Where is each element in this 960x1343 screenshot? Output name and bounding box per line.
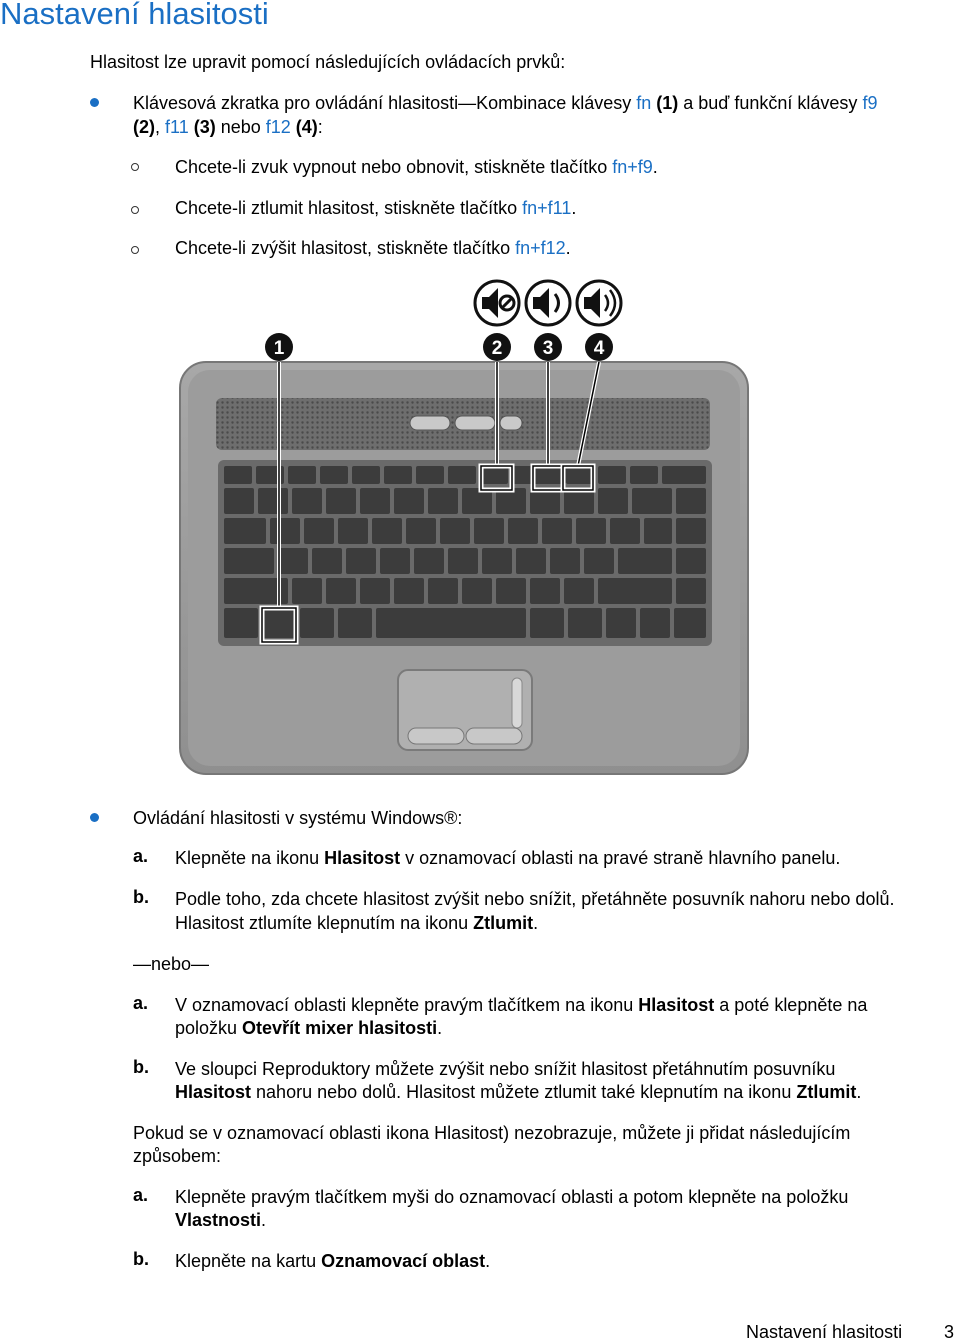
callout-ref-3: (3) xyxy=(188,117,216,137)
step-text-part: . xyxy=(437,1018,443,1038)
step-label: a. xyxy=(133,993,149,1013)
step-text-part: v oznamovací oblasti na pravé straně hlavního panelu. xyxy=(400,848,841,868)
step-text-part: . xyxy=(533,913,539,933)
bullet1-text: Klávesová zkratka pro ovládání hlasitosti—Kombinace klávesy xyxy=(133,93,637,113)
bullet2-text: Ovládání hlasitosti v systému Windows®: xyxy=(133,808,463,828)
bullet xyxy=(90,98,99,107)
bullet xyxy=(90,813,99,822)
sub-item xyxy=(175,196,576,220)
page-number: 3 xyxy=(944,1322,955,1342)
ui-term: Hlasitost xyxy=(175,1082,252,1102)
ui-term: Oznamovací oblast xyxy=(321,1251,486,1271)
volume-up-speaker-icon xyxy=(577,281,621,325)
step-text-part: Hlasitost ztlumíte klepnutím na ikonu xyxy=(175,913,474,933)
callout-ref-1: (1) xyxy=(651,93,679,113)
step-text-part: . xyxy=(485,1251,491,1271)
step-label: b. xyxy=(133,887,149,907)
step-label: a. xyxy=(133,1185,149,1205)
paragraph-line: způsobem: xyxy=(133,1146,222,1166)
callout-1-label: 1 xyxy=(273,338,285,359)
key-f9: f9 xyxy=(862,93,878,113)
mute-speaker-icon xyxy=(475,281,519,325)
step-label: a. xyxy=(133,846,149,866)
footer-section: Nastavení hlasitosti xyxy=(746,1322,903,1342)
bullet1-text: nebo xyxy=(215,117,266,137)
key-f12: f12 xyxy=(265,117,291,137)
sub-item xyxy=(175,236,571,260)
ui-term: Ztlumit xyxy=(473,913,534,933)
callout-4 xyxy=(585,333,613,361)
step-text-part: nahoru nebo dolů. Hlasitost můžete ztlumit také klepnutím na ikonu xyxy=(251,1082,797,1102)
page-title: Nastavení hlasitosti xyxy=(0,0,269,31)
sub-item-text: Chcete-li ztlumit hlasitost, stiskněte tlačítko xyxy=(175,198,523,218)
paragraph-line: Pokud se v oznamovací oblasti ikona Hlasitost) nezobrazuje, můžete ji přidat následujícím xyxy=(133,1123,851,1143)
step-text xyxy=(175,1016,442,1040)
bullet1-line1 xyxy=(133,91,877,115)
keyboard-illustration xyxy=(0,270,960,790)
sub-bullet xyxy=(131,163,139,171)
ui-term: Vlastnosti xyxy=(175,1210,262,1230)
key-f11: f11 xyxy=(165,117,189,137)
step-text-part: Klepněte na ikonu xyxy=(175,848,325,868)
ui-term: Hlasitost xyxy=(324,848,401,868)
key-fn-f12: fn+f12 xyxy=(515,238,566,258)
callout-1 xyxy=(265,333,293,361)
callout-4-label: 4 xyxy=(593,338,605,359)
volume-down-speaker-icon xyxy=(526,281,570,325)
punct: : xyxy=(317,117,323,137)
callout-3-label: 3 xyxy=(542,338,554,359)
step-text: Klepněte pravým tlačítkem myši do oznamovací oblasti a potom klepněte na položku xyxy=(175,1187,849,1207)
bullet1-line2 xyxy=(133,115,323,139)
bullet1-text: a buď funkční klávesy xyxy=(678,93,863,113)
sub-bullet xyxy=(131,206,139,214)
step-label: b. xyxy=(133,1249,149,1269)
step-text-part: V oznamovací oblasti klepněte pravým tlačítkem na ikonu xyxy=(175,995,639,1015)
quick-launch-buttons xyxy=(410,416,522,430)
callout-ref-4: (4) xyxy=(290,117,318,137)
ui-term: Ztlumit xyxy=(796,1082,857,1102)
step-text xyxy=(175,993,867,1017)
callout-ref-2: (2) xyxy=(133,117,155,137)
callout-2 xyxy=(483,333,511,361)
step-text xyxy=(175,911,538,935)
callout-2-label: 2 xyxy=(491,338,503,359)
step-text: Podle toho, zda chcete hlasitost zvýšit nebo snížit, přetáhněte posuvník nahoru nebo dolů. xyxy=(175,889,895,909)
sub-item-text: Chcete-li zvýšit hlasitost, stiskněte tlačítko xyxy=(175,238,516,258)
step-text xyxy=(175,1208,266,1232)
step-text-part: položku xyxy=(175,1018,243,1038)
punct: . xyxy=(571,198,577,218)
intro-text: Hlasitost lze upravit pomocí následujících ovládacích prvků: xyxy=(90,52,566,72)
ui-term: Otevřít mixer hlasitosti xyxy=(242,1018,438,1038)
step-text: Ve sloupci Reproduktory můžete zvýšit nebo snížit hlasitost přetáhnutím posuvníku xyxy=(175,1059,836,1079)
sub-item-text: Chcete-li zvuk vypnout nebo obnovit, stiskněte tlačítko xyxy=(175,157,613,177)
step-text-part: Klepněte na kartu xyxy=(175,1251,322,1271)
ui-term: Hlasitost xyxy=(638,995,715,1015)
step-text xyxy=(175,1080,861,1104)
key-fn-f11: fn+f11 xyxy=(522,198,572,218)
or-separator: —nebo— xyxy=(133,954,210,974)
step-text xyxy=(175,846,840,870)
step-text xyxy=(175,1249,490,1273)
punct: . xyxy=(652,157,658,177)
step-text-part: . xyxy=(261,1210,267,1230)
punct: . xyxy=(565,238,571,258)
touchpad xyxy=(398,670,532,750)
step-text-part: . xyxy=(856,1082,862,1102)
step-label: b. xyxy=(133,1057,149,1077)
sub-bullet xyxy=(131,246,139,254)
callout-3 xyxy=(534,333,562,361)
key-fn: fn xyxy=(636,93,652,113)
key-fn-f9: fn+f9 xyxy=(612,157,653,177)
sub-item xyxy=(175,155,658,179)
step-text-part: a poté klepněte na xyxy=(714,995,868,1015)
punct: , xyxy=(155,117,166,137)
